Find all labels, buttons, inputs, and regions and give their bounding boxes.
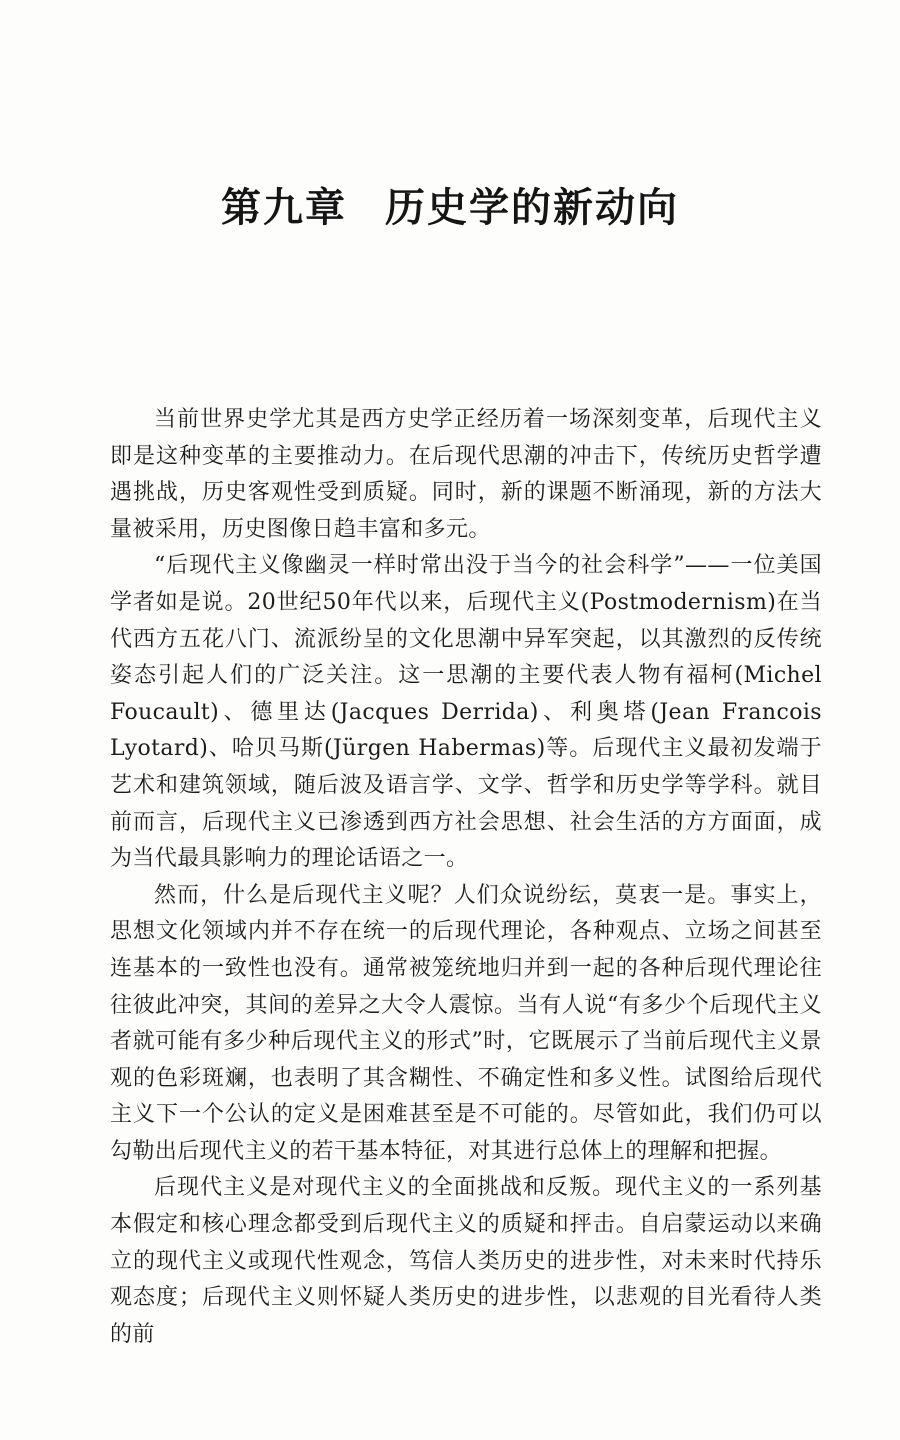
body-text (110, 402, 822, 1353)
paragraph-1: 当前世界史学尤其是西方史学正经历着一场深刻变革，后现代主义即是这种变革的主要推动力。在后现代思潮的冲击下，传统历史哲学遭遇挑战，历史客观性受到质疑。同时，新的课题不断涌现，新的方法大量被采用，历史图像日趋丰富和多元。 (110, 407, 822, 542)
paragraph-3: 然而，什么是后现代主义呢？人们众说纷纭，莫衷一是。事实上，思想文化领域内并不存在统一的后现代理论，各种观点、立场之间甚至连基本的一致性也没有。通常被笼统地归并到一起的各种后现代理论往往彼此冲突，其间的差异之大令人震惊。当有人说“有多少个后现代主义者就可能有多少种后现代主义的形式”时，它既展示了当前后现代主义景观的色彩斑斓，也表明了其含糊性、不确定性和多义性。试图给后现代主义下一个公认的定义是困难甚至是不可能的。尽管如此，我们仍可以勾勒出后现代主义的若干基本特征，对其进行总体上的理解和把握。 (110, 882, 822, 1164)
chapter-heading (0, 176, 900, 233)
chapter-number: 第九章 (221, 184, 347, 231)
paragraph-2: “后现代主义像幽灵一样时常出没于当今的社会科学”——一位美国学者如是说。20世纪50年代以来，后现代主义(Postmodernism)在当代西方五花八门、流派纷呈的文化思潮中异军突起，以其激烈的反传统姿态引起人们的广泛关注。这一思潮的主要代表人物有福柯(Michel Foucault)、德里达(Jacques Derrida)、利奥塔(Jean Francois Lyotard)、哈贝马斯(Jürgen Habermas)等。后现代主义最初发端于艺术和建筑领域，随后波及语言学、文学、哲学和历史学等学科。就目前而言，后现代主义已渗透到西方社会思想、社会生活的方方面面，成为当代最具影响力的理论话语之一。 (110, 553, 822, 872)
paragraph-4: 后现代主义是对现代主义的全面挑战和反叛。现代主义的一系列基本假定和核心理念都受到后现代主义的质疑和抨击。自启蒙运动以来确立的现代主义或现代性观念，笃信人类历史的进步性，对未来时代持乐观态度；后现代主义则怀疑人类历史的进步性，以悲观的目光看待人类的前 (110, 1175, 822, 1347)
chapter-title-text: 历史学的新动向 (385, 184, 679, 231)
